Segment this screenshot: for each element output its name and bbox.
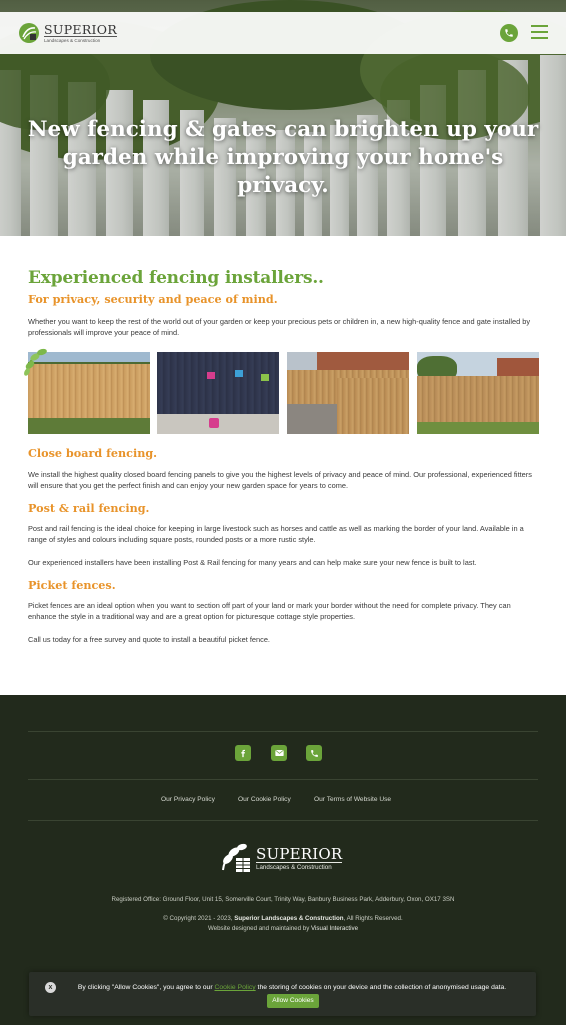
email-button[interactable] [271,745,287,761]
section-paragraph: Call us today for a free survey and quote to install a beautiful picket fence. [28,635,270,644]
email-icon [275,749,284,757]
facebook-button[interactable] [235,745,251,761]
footer-brand-name: SUPERIOR [256,844,343,863]
fence-gallery [28,352,539,434]
logo-brand-name: SUPERIOR [44,21,118,37]
close-icon[interactable]: x [45,982,56,993]
section-title: Post & rail fencing. [28,501,150,515]
logo-mark-icon [219,842,253,874]
call-button[interactable] [306,745,322,761]
footer-brand-tagline: Landscapes & Construction [256,862,342,871]
cookie-text-after: the storing of cookies on your device and the collection of anonymised usage data. [255,984,507,991]
section-paragraph: We install the highest quality closed board fencing panels to give you the highest levels of privacy and peace of mind. Our professional, experienced fitters will ensure that you get the perfect finish and can enjoy your new garden space for years to come. [28,470,532,491]
registered-office: Registered Office: Ground Floor, Unit 15, Somerville Court, Trinity Way, Banbury Business Park, Adderbury, Oxon, OX17 3SN [111,896,455,903]
privacy-policy-link[interactable]: Our Privacy Policy [161,796,215,803]
main-heading: Experienced fencing installers.. [28,268,324,288]
copyright-prefix: © Copyright 2021 - 2023, [163,915,235,922]
section-paragraph: Post and rail fencing is the ideal choice for keeping in large livestock such as horses and cattle as well as marking the border of your land. Available in a range of styles and colours including square posts, rounded posts or a more rustic style. [28,524,524,545]
gallery-photo[interactable] [417,352,539,434]
copyright-company: Superior Landscapes & Construction [234,915,344,922]
footer-divider [28,731,538,732]
main-subheading: For privacy, security and peace of mind. [28,292,278,306]
cookie-policy-link[interactable]: Cookie Policy [214,984,256,991]
section-paragraph: Our experienced installers have been installing Post & Rail fencing for many years and can help make sure your new fence is built to last. [28,558,477,567]
cookie-policy-link[interactable]: Our Cookie Policy [238,796,291,803]
section-paragraph: Picket fences are an ideal option when you want to section off part of your land or mark your border without the need for complete privacy. They can enhance the style in a traditional way and are a great option for picturesque cottage style properties. [28,601,511,622]
gallery-photo[interactable] [287,352,409,434]
cookie-text-before: By clicking "Allow Cookies", you agree to our [77,984,215,991]
site-header [0,12,566,54]
site-logo[interactable] [18,20,117,46]
intro-paragraph: Whether you want to keep the rest of the world out of your garden or keep your precious pets or children in, a new high-quality fence and gate installed by professionals will improve your peace of mind. [28,317,531,338]
logo-mark-icon [18,22,40,44]
gallery-photo[interactable] [157,352,279,434]
vine-decoration-icon [20,345,54,379]
footer-divider [28,820,538,821]
allow-cookies-button[interactable]: Allow Cookies [267,994,318,1008]
phone-button[interactable] [500,24,518,42]
hero-title: New fencing & gates can brighten up your garden while improving your home's privacy. [27,117,539,198]
hamburger-menu-icon[interactable] [531,25,548,39]
section-title: Close board fencing. [28,446,158,460]
facebook-icon [239,749,247,758]
cookie-banner [29,972,536,1016]
copyright [28,914,538,924]
credit [28,924,538,934]
credit-link[interactable]: Visual Interactive [311,925,359,932]
cookie-message [61,981,523,1008]
phone-icon [504,28,514,38]
credit-prefix: Website designed and maintained by [207,925,312,932]
copyright-suffix: , All Rights Reserved. [343,915,403,922]
phone-icon [310,749,319,758]
footer-logo[interactable] [219,842,342,874]
logo-tagline: Landscapes & Construction [44,36,117,44]
section-title: Picket fences. [28,578,116,592]
footer-divider [28,779,538,780]
terms-link[interactable]: Our Terms of Website Use [314,796,392,803]
